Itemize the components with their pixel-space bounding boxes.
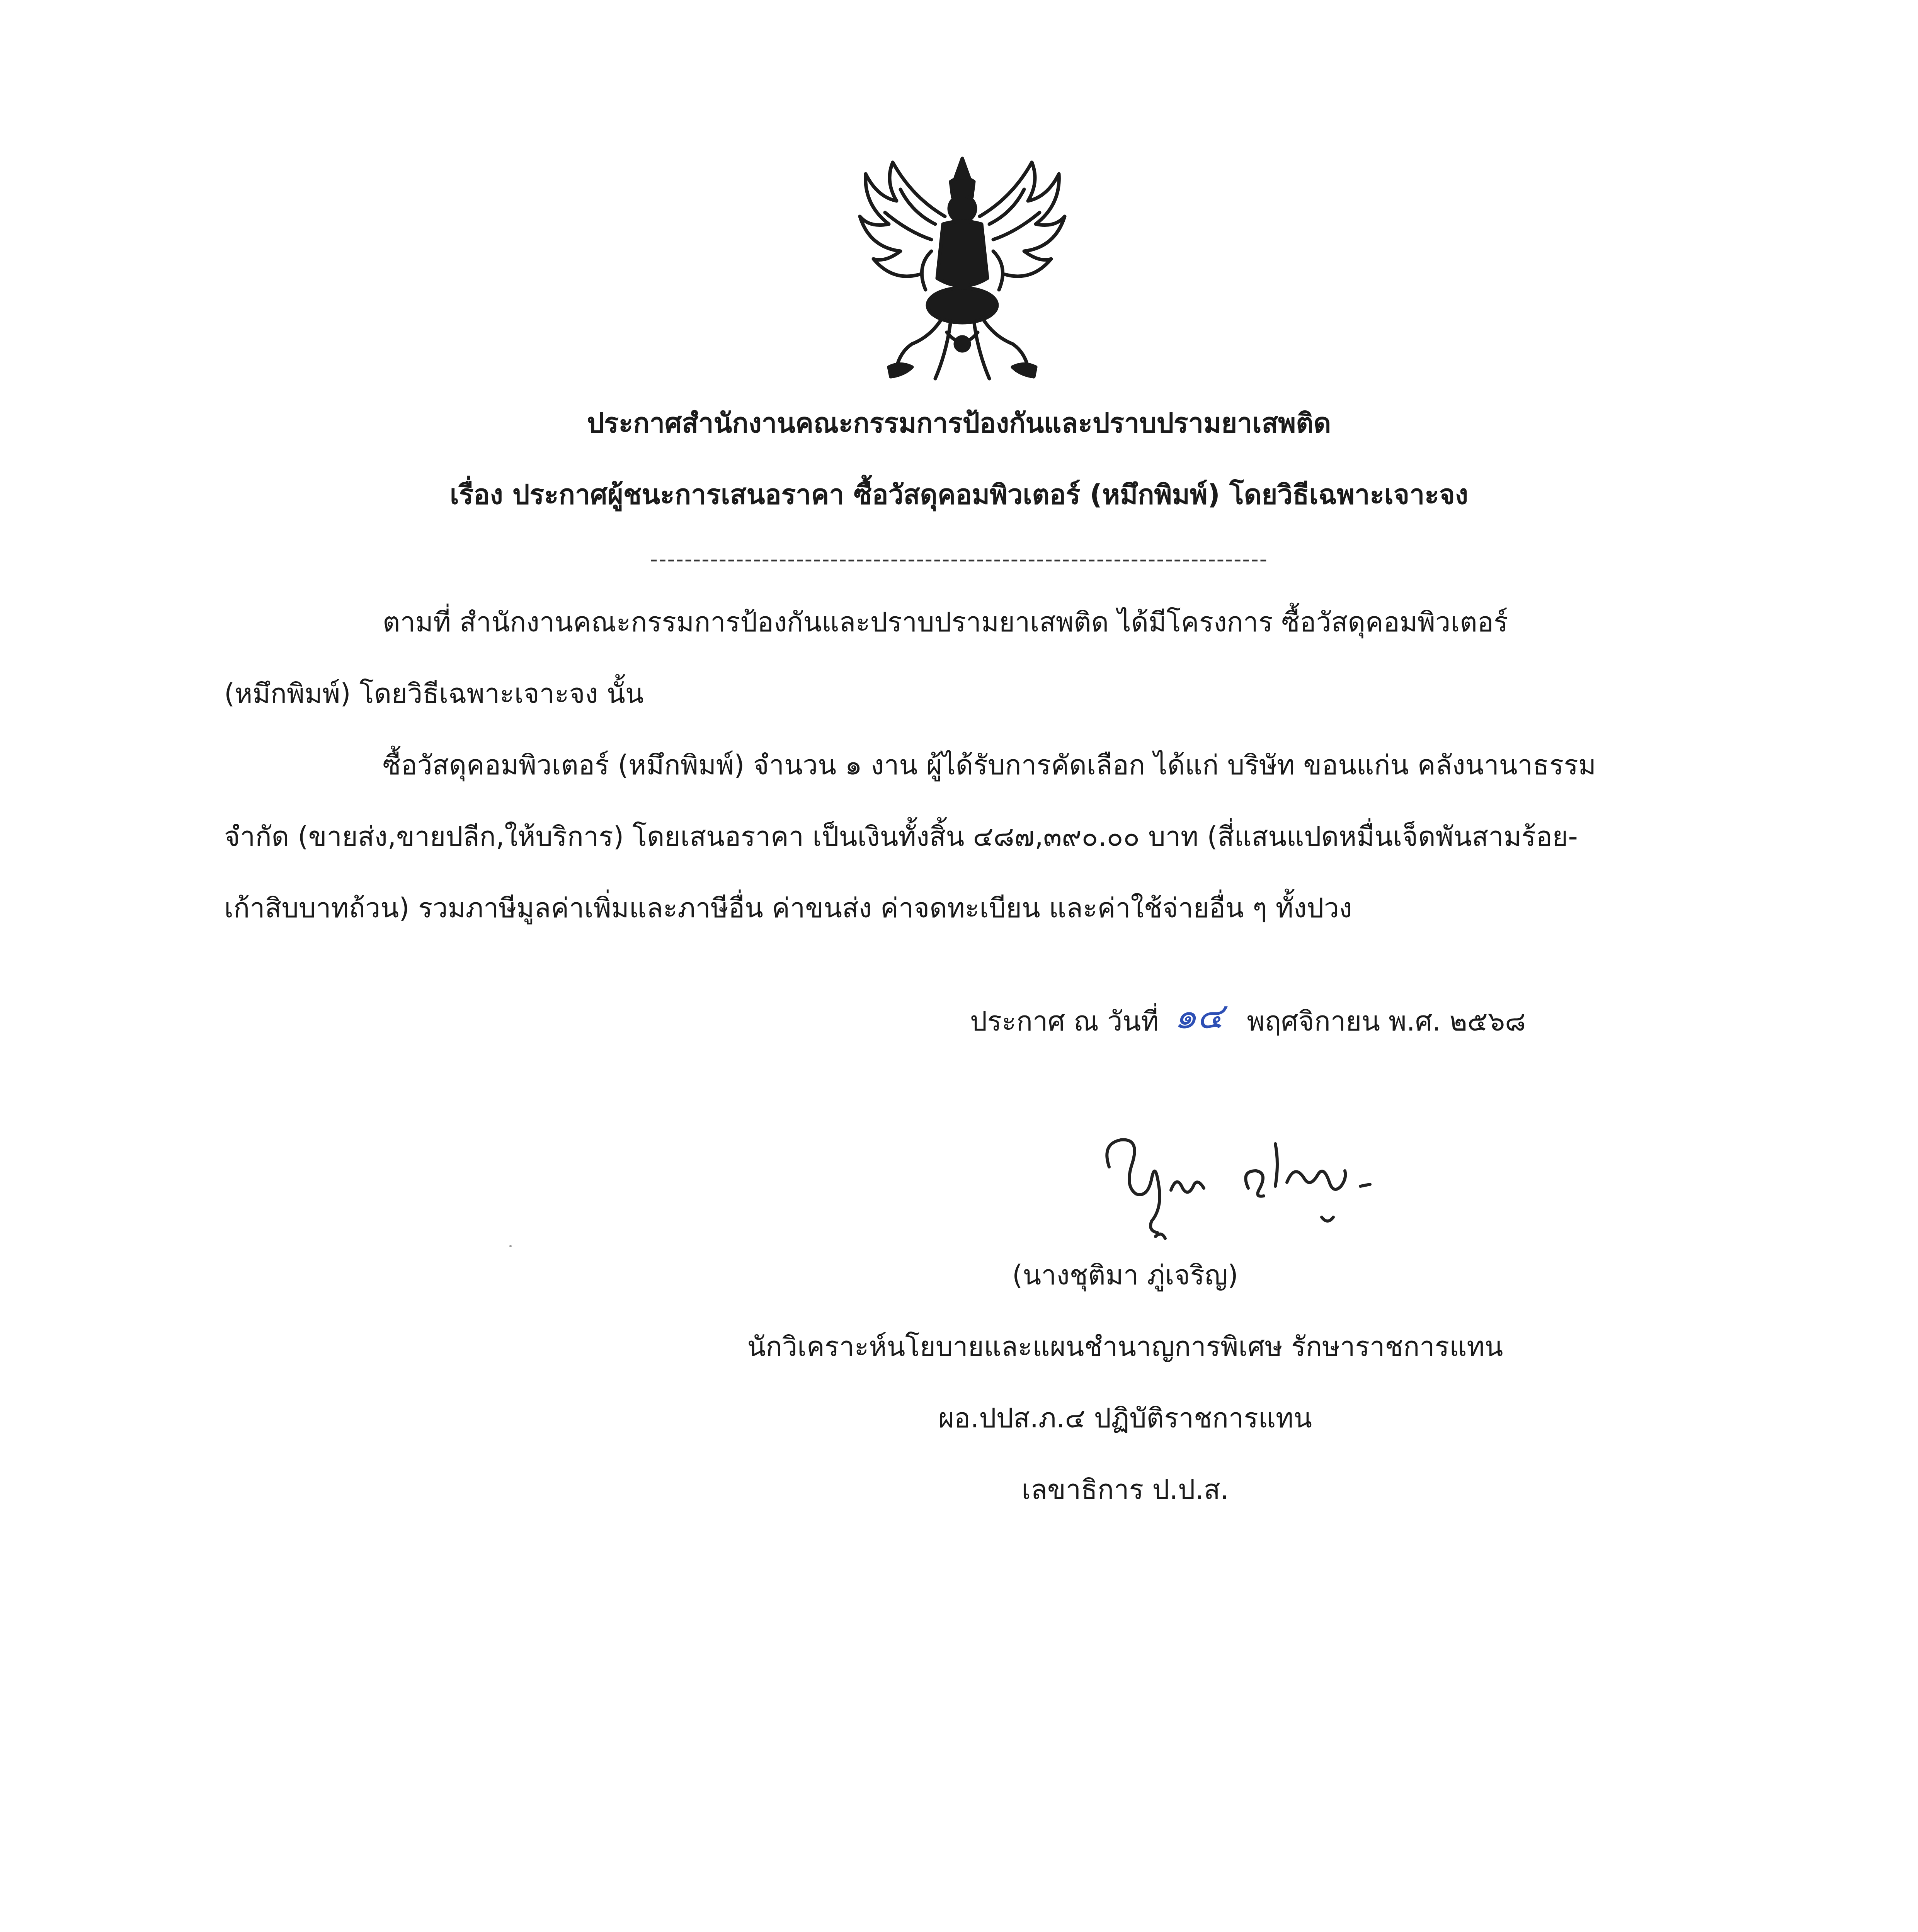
paragraph-1-line-2: (หมึกพิมพ์) โดยวิธีเฉพาะเจาะจง นั้น (224, 678, 644, 709)
paragraph-2-line-1: ซื้อวัสดุคอมพิวเตอร์ (หมึกพิมพ์) จำนวน ๑ งาน ผู้ได้รับการคัดเลือก ได้แก่ บริษัท ขอนแก่น คลังนานาธรรม (383, 749, 1596, 781)
paragraph-2-line-2: จำกัด (ขายส่ง,ขายปลีก,ให้บริการ) โดยเสนอราคา เป็นเงินทั้งสิ้น ๔๘๗,๓๙๐.๐๐ บาท (สี่แสนแปดหมื่นเจ็ดพันสามร้อย- (224, 821, 1578, 852)
signer-position-line-1: นักวิเคราะห์นโยบายและแผนชำนาญการพิเศษ รักษาราชการแทน (747, 1331, 1503, 1362)
date-prefix: ประกาศ ณ วันที่ (970, 1005, 1159, 1037)
date-month-year: พฤศจิกายน พ.ศ. ๒๕๖๘ (1247, 1005, 1526, 1037)
announcement-date (970, 995, 1526, 1037)
scan-speck (509, 1245, 512, 1247)
signer-position-line-3: เลขาธิการ ป.ป.ส. (1021, 1474, 1229, 1505)
signer-name: (นางชุติมา ภู่เจริญ) (1012, 1259, 1238, 1291)
paragraph-1-line-1: ตามที่ สำนักงานคณะกรรมการป้องกันและปราบปรามยาเสพติด ได้มีโครงการ ซื้อวัสดุคอมพิวเตอร์ (383, 606, 1508, 638)
handwritten-signature (1094, 1121, 1411, 1252)
announcement-agency-title: ประกาศสำนักงานคณะกรรมการป้องกันและปราบปรามยาเสพติด (587, 407, 1331, 439)
date-day-handwritten: ๑๔ (1174, 995, 1224, 1037)
garuda-emblem-icon (854, 151, 1070, 386)
separator-line: ------------------------------------------------------------------------ (650, 547, 1268, 572)
signer-position-line-2: ผอ.ปปส.ภ.๔ ปฏิบัติราชการแทน (938, 1402, 1312, 1434)
announcement-subject: เรื่อง ประกาศผู้ชนะการเสนอราคา ซื้อวัสดุคอมพิวเตอร์ (หมึกพิมพ์) โดยวิธีเฉพาะเจาะจง (449, 479, 1469, 510)
paragraph-2-line-3: เก้าสิบบาทถ้วน) รวมภาษีมูลค่าเพิ่มและภาษีอื่น ค่าขนส่ง ค่าจดทะเบียน และค่าใช้จ่ายอื่น ๆ ทั้งปวง (224, 892, 1352, 924)
